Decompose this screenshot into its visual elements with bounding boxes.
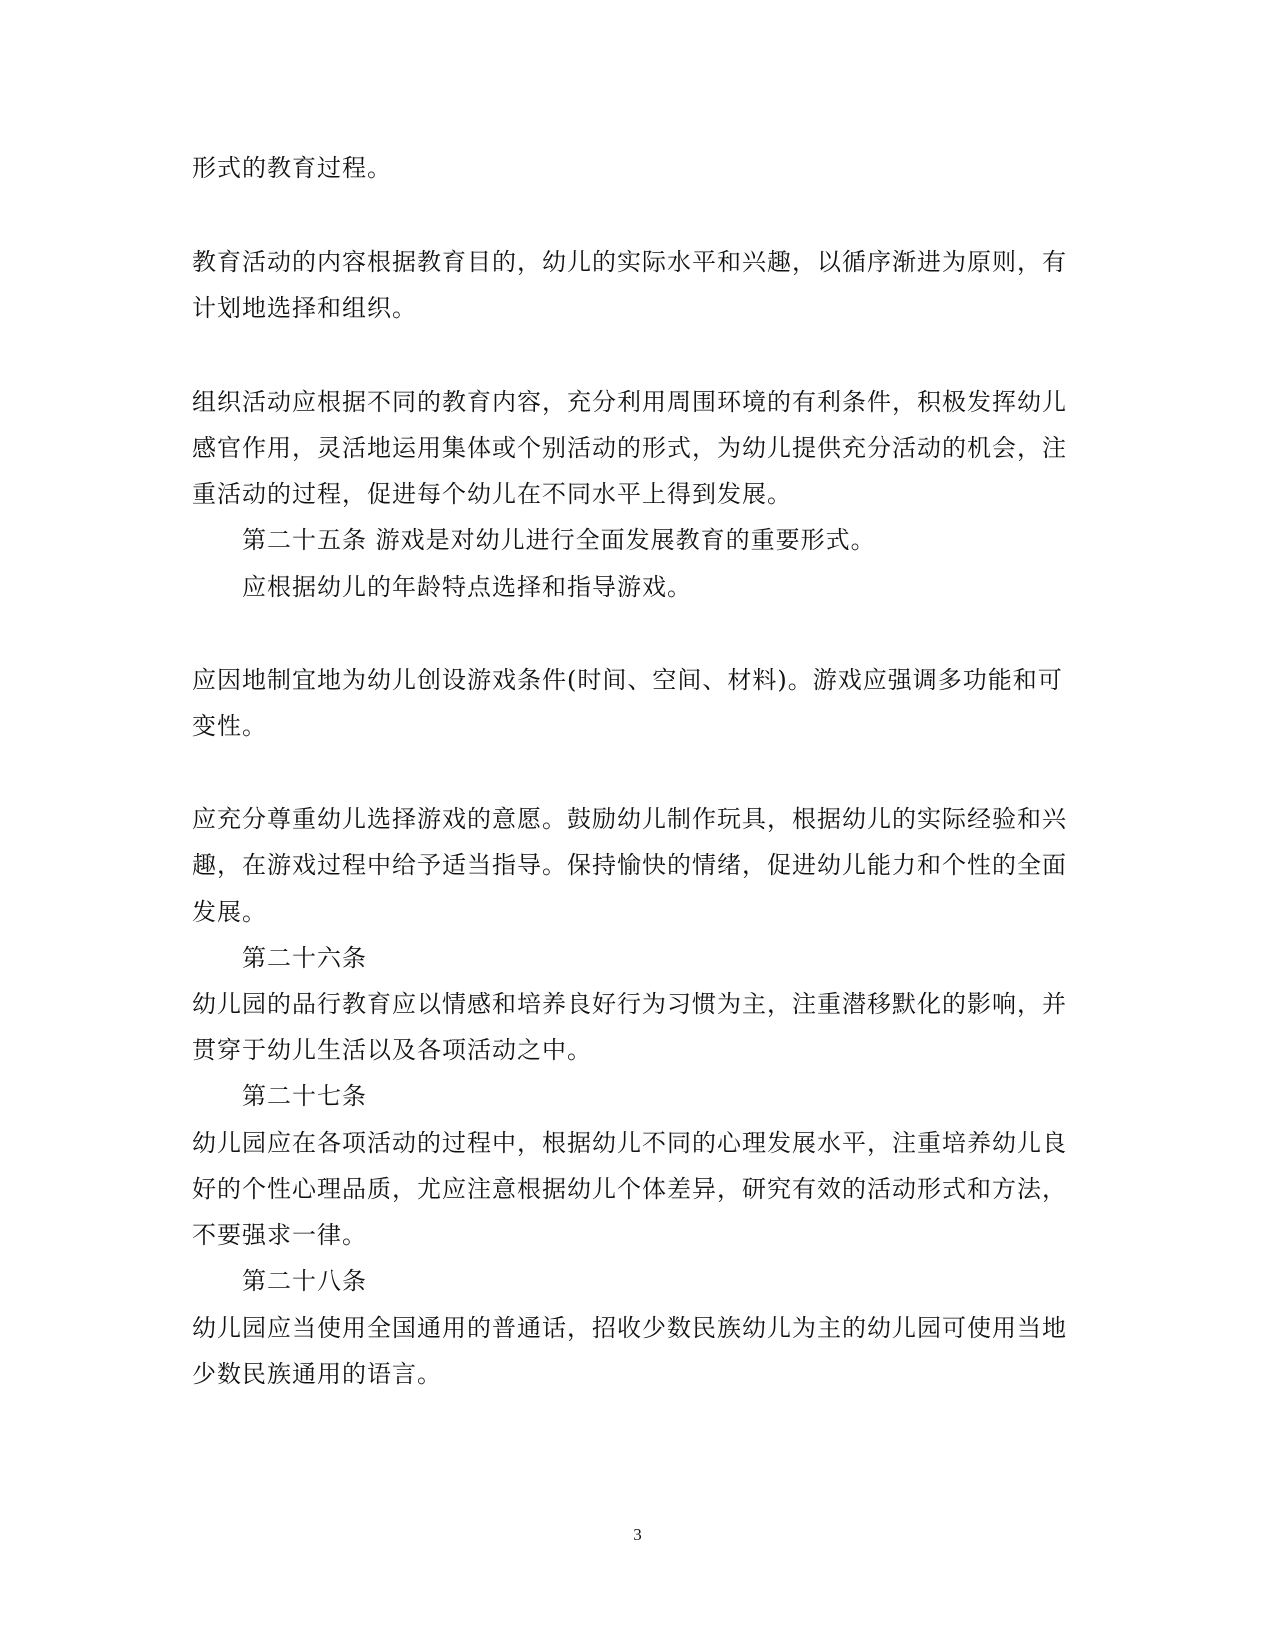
text-line: 不要强求一律。: [192, 1221, 367, 1249]
text-line: 形式的教育过程。: [192, 154, 392, 182]
page-number: 3: [633, 1525, 642, 1544]
article-heading-26: 第二十六条: [242, 944, 367, 972]
text-line: 幼儿园应在各项活动的过程中，根据幼儿不同的心理发展水平，注重培养幼儿良: [192, 1129, 1067, 1157]
article-heading-28: 第二十八条: [242, 1267, 367, 1295]
article-heading-25: 第二十五条 游戏是对幼儿进行全面发展教育的重要形式。: [242, 526, 876, 554]
text-line: 计划地选择和组织。: [192, 294, 417, 322]
text-line: 教育活动的内容根据教育目的，幼儿的实际水平和兴趣，以循序渐进为原则，有: [192, 248, 1067, 276]
text-line: 应根据幼儿的年龄特点选择和指导游戏。: [242, 573, 692, 601]
text-line: 好的个性心理品质，尤应注意根据幼儿个体差异，研究有效的活动形式和方法，: [192, 1175, 1067, 1203]
text-line: 变性。: [192, 712, 267, 740]
text-line: 组织活动应根据不同的教育内容，充分利用周围环境的有利条件，积极发挥幼儿: [192, 388, 1067, 416]
text-line: 应充分尊重幼儿选择游戏的意愿。鼓励幼儿制作玩具，根据幼儿的实际经验和兴: [192, 805, 1067, 833]
text-line: 幼儿园应当使用全国通用的普通话，招收少数民族幼儿为主的幼儿园可使用当地: [192, 1314, 1067, 1342]
text-line: 贯穿于幼儿生活以及各项活动之中。: [192, 1036, 592, 1064]
article-heading-27: 第二十七条: [242, 1082, 367, 1110]
text-line: 应因地制宜地为幼儿创设游戏条件(时间、空间、材料)。游戏应强调多功能和可: [192, 666, 1063, 694]
text-line: 少数民族通用的语言。: [192, 1360, 442, 1388]
text-line: 感官作用，灵活地运用集体或个别活动的形式，为幼儿提供充分活动的机会，注: [192, 434, 1067, 462]
text-line: 趣，在游戏过程中给予适当指导。保持愉快的情绪，促进幼儿能力和个性的全面: [192, 851, 1067, 879]
text-line: 发展。: [192, 898, 267, 926]
text-line: 重活动的过程，促进每个幼儿在不同水平上得到发展。: [192, 480, 792, 508]
text-line: 幼儿园的品行教育应以情感和培养良好行为习惯为主，注重潜移默化的影响，并: [192, 990, 1067, 1018]
